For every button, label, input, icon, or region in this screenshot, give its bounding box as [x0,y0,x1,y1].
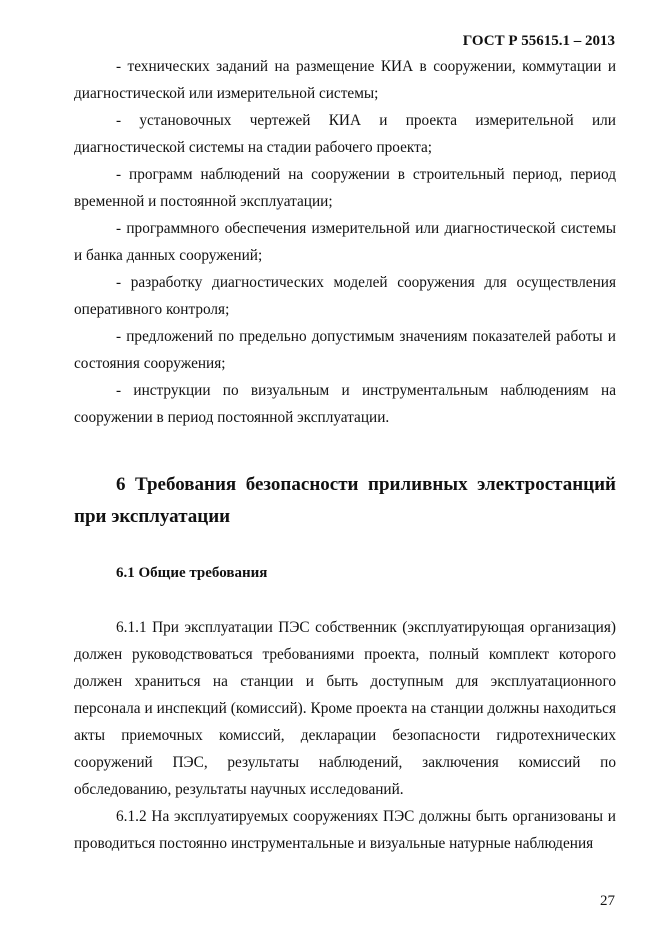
list-item: - установочных чертежей КИА и проекта измерительной или диагностической системы на стадии рабочего проекта; [74,112,616,156]
list-item: - технических заданий на размещение КИА в сооружении, коммутации и диагностической или измерительной системы; [74,58,616,102]
document-header: ГОСТ Р 55615.1 – 2013 [462,33,615,49]
subsection-heading: 6.1 Общие требования [116,565,268,581]
body-paragraph: 6.1.2 На эксплуатируемых сооружениях ПЭС должны быть организованы и проводиться постоянно инструментальные и визуальные натурные наблюдения [74,808,616,852]
list-item: - предложений по предельно допустимым значениям показателей работы и состояния сооружения; [74,328,616,372]
body-paragraph: 6.1.1 При эксплуатации ПЭС собственник (эксплуатирующая организация) должен руководствоваться требованиями проекта, полный комплект которого должен храниться на станции и быть доступным для эксплуатационного персонала и инспекций (комиссий). Кроме проекта на станции должны находиться акты приемочных комиссий, декларации безопасности гидротехнических сооружений ПЭС, результаты наблюдений, заключения комиссий по обследованию, результаты научных исследований. [74,619,616,798]
list-item: - инструкции по визуальным и инструментальным наблюдениям на сооружении в период постоянной эксплуатации. [74,382,616,426]
section-heading: 6 Требования безопасности приливных электростанций при эксплуатации [74,474,616,527]
list-item: - разработку диагностических моделей сооружения для осуществления оперативного контроля; [74,274,616,318]
list-item: - программ наблюдений на сооружении в строительный период, период временной и постоянной эксплуатации; [74,166,616,210]
page-number: 27 [600,893,615,909]
list-item: - программного обеспечения измерительной или диагностической системы и банка данных сооружений; [74,220,616,264]
